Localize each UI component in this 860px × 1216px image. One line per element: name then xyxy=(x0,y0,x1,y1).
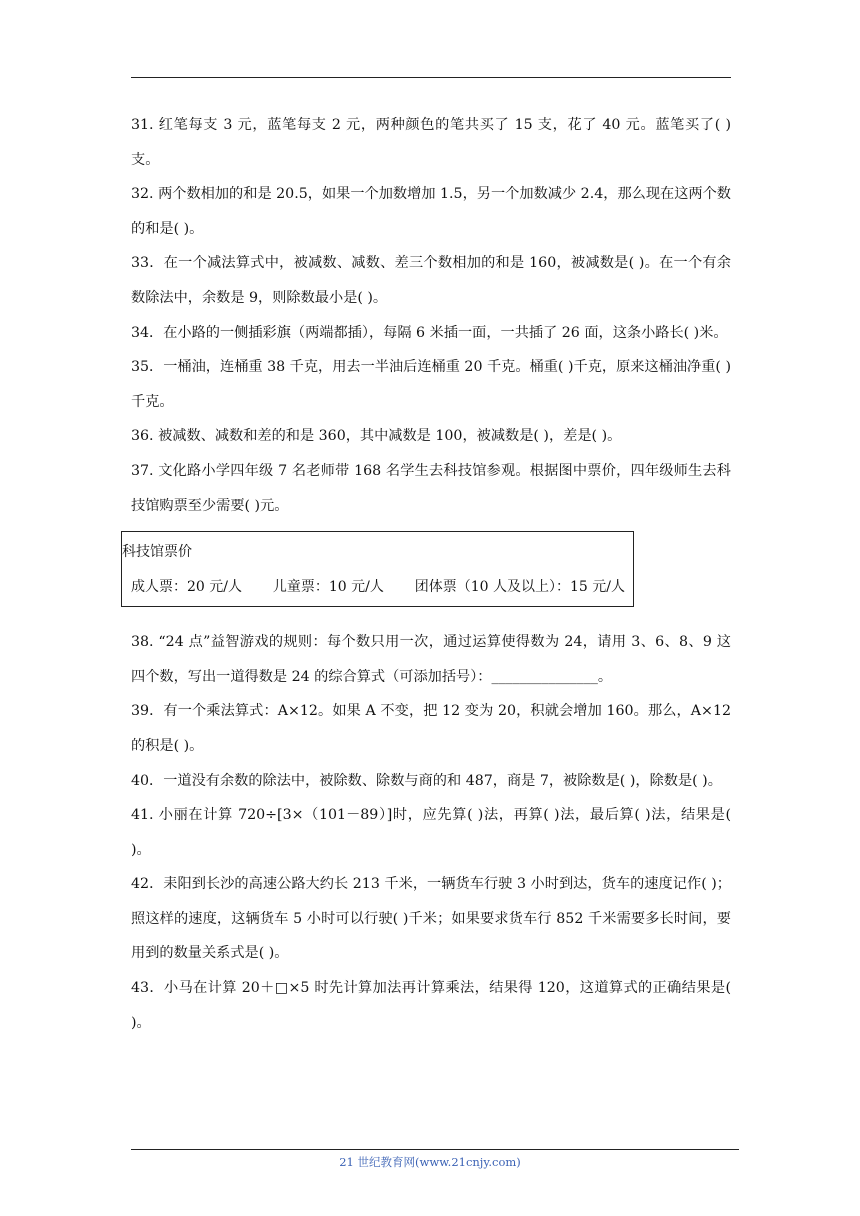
question-33: 33．在一个减法算式中，被减数、减数、差三个数相加的和是 160，被减数是( )。在一个有余数除法中，余数是 9，则除数最小是( )。 xyxy=(131,255,731,306)
question-37: 37. 文化路小学四年级 7 名老师带 168 名学生去科技馆参观。根据图中票价，四年级师生去科技馆购票至少需要( )元。 xyxy=(131,462,731,514)
ticket-price-title: 科技馆票价 xyxy=(122,544,192,561)
question-36: 36. 被减数、减数和差的和是 360，其中减数是 100，被减数是( )，差是( )。 xyxy=(131,428,622,445)
question-43: 43．小马在计算 20＋□×5 时先计算加法再计算乘法，结果得 120，这道算式的正确结果是( )。 xyxy=(131,980,731,1031)
footer-rule xyxy=(131,1149,739,1150)
question-40: 40．一道没有余数的除法中，被除数、除数与商的和 487，商是 7，被除数是( )，除数是( )。 xyxy=(131,772,722,789)
question-41: 41. 小丽在计算 720÷[3×（101－89）]时，应先算( )法，再算( )法，最后算( )法，结果是( )。 xyxy=(131,807,731,858)
question-38: 38. “24 点”益智游戏的规则：每个数只用一次，通过运算使得数为 24，请用 3、6、8、9 这四个数，写出一道得数是 24 的综合算式（可添加括号）：_______________。 xyxy=(131,634,731,685)
ticket-price-row xyxy=(131,577,625,597)
question-39: 39．有一个乘法算式：A×12。如果 A 不变，把 12 变为 20，积就会增加 160。那么，A×12 的积是( )。 xyxy=(131,703,731,754)
group-ticket-price: 团体票（10 人及以上）：15 元/人 xyxy=(414,579,625,596)
question-31: 31. 红笔每支 3 元，蓝笔每支 2 元，两种颜色的笔共买了 15 支，花了 40 元。蓝笔买了( )支。 xyxy=(131,117,731,168)
footer-source: 21 世纪教育网(www.21cnjy.com) xyxy=(339,1155,521,1169)
child-ticket-price: 儿童票：10 元/人 xyxy=(272,579,384,596)
question-32: 32. 两个数相加的和是 20.5，如果一个加数增加 1.5，另一个加数减少 2.4，那么现在这两个数的和是( )。 xyxy=(131,186,731,237)
question-list xyxy=(122,108,731,1040)
question-35: 35．一桶油，连桶重 38 千克，用去一半油后连桶重 20 千克。桶重( )千克，原来这桶油净重( )千克。 xyxy=(131,359,731,410)
ticket-price-box xyxy=(121,531,634,607)
adult-ticket-price: 成人票：20 元/人 xyxy=(131,579,242,596)
question-42: 42．耒阳到长沙的高速公路大约长 213 千米，一辆货车行驶 3 小时到达，货车的速度记作( )；照这样的速度，这辆货车 5 小时可以行驶( )千米；如果要求货车行 852 千米需要多长时间，要用到的数量关系式是( )。 xyxy=(131,876,731,962)
header-rule xyxy=(131,77,731,78)
question-34: 34．在小路的一侧插彩旗（两端都插），每隔 6 米插一面，一共插了 26 面，这条小路长( )米。 xyxy=(131,324,728,341)
question-list-continued xyxy=(131,625,731,1040)
